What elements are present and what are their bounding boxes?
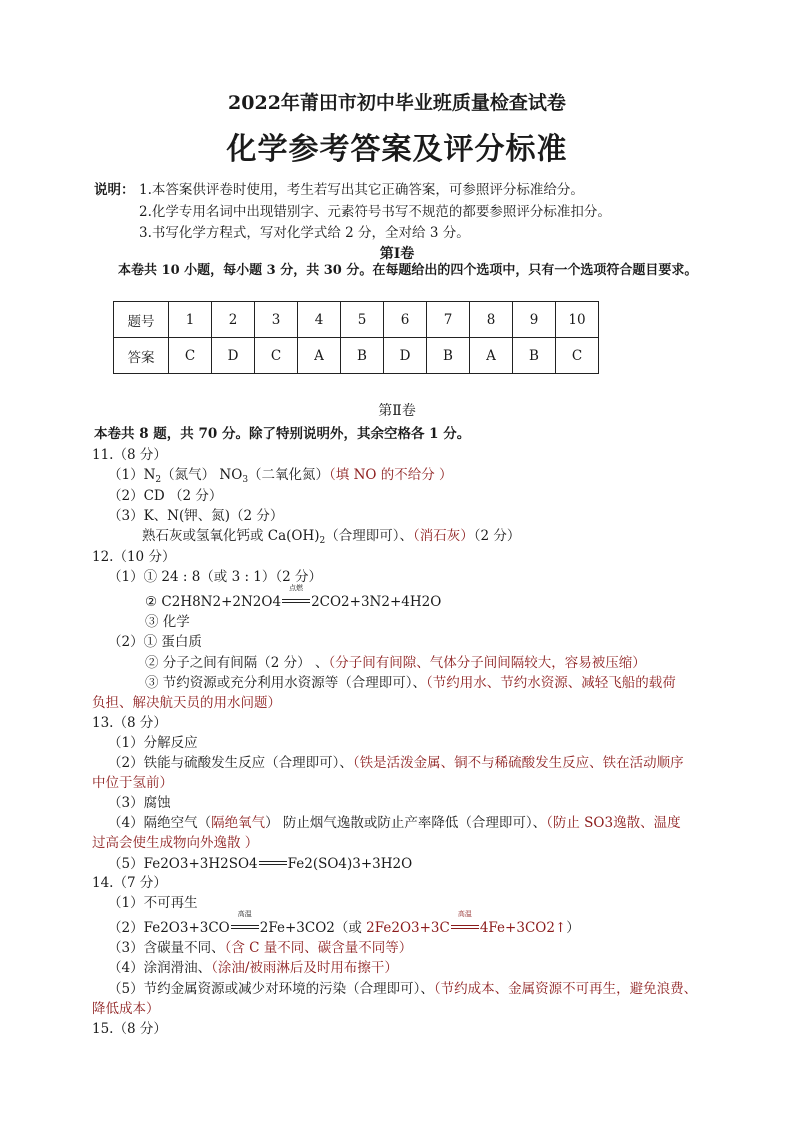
q14-line-1: （1）不可再生 [108,895,198,911]
q12-text: ② [145,594,162,610]
question-number: 3 [255,302,298,338]
q15-heading: 15.（8 分） [92,1021,167,1037]
q12-equation [145,584,442,611]
part1-intro: 本卷共 10 小题，每小题 3 分，共 30 分。在每题给出的四个选项中，只有一个选项符合题目要求。 [118,263,698,278]
q14-text: （3）含碳量不同、 [108,940,225,956]
equation-right: Fe2(SO4)3+3H2O [287,856,413,872]
document-title: 化学参考答案及评分标准 [226,132,568,167]
alt-equation-right: 4Fe+3CO2↑ [479,920,567,936]
q12-line-4: （2）① 蛋白质 [108,634,202,650]
q12-line-7: 负担、解决航天员的用水问题） [92,695,281,711]
q14-text: （4）涂润滑油、 [108,960,212,976]
question-number: 9 [513,302,556,338]
q13-line-1: （1）分解反应 [108,735,198,751]
q12-line-5 [145,654,646,672]
alt-answer: （分子间有间隙、气体分子间间隔较大，容易被压缩） [328,655,646,671]
q11-text: （1）N [108,467,156,483]
alt-answer: （防止 SO3逸散、温度 [546,815,681,831]
subscript: 2 [319,536,326,546]
q11-heading: 11.（8 分） [92,447,167,463]
answer-cell: C [255,338,298,374]
alt-answer: （消石灰） [413,528,474,544]
q11-text: （二氧化氮） [248,467,330,483]
q11-line-4 [142,527,520,550]
reaction-condition [282,584,310,611]
subscript: 2 [155,475,162,485]
q14-equation [108,910,580,937]
exam-title: 2022年莆田市初中毕业班质量检查试卷 [228,92,566,114]
subscript: 3 [242,475,249,485]
question-number: 10 [556,302,599,338]
alt-answer: （节约成本、金属资源不可再生，避免浪费、 [433,981,698,997]
q12-heading: 12.（10 分） [92,549,176,565]
answer-cell: A [298,338,341,374]
q11-line-3: （3）K、N(钾、氮)（2 分） [108,508,284,524]
question-number: 4 [298,302,341,338]
q14-line-6: 降低成本） [92,1001,160,1017]
answer-cell: B [427,338,470,374]
answer-cell: B [341,338,384,374]
answer-cell: D [384,338,427,374]
q14-text: ） [566,920,580,936]
table-header-cell: 答案 [114,338,169,374]
table-header-cell: 题号 [114,302,169,338]
part2-heading: 第Ⅱ卷 [378,403,416,419]
reaction-equals [259,855,287,873]
equation-left: （5）Fe2O3+3H2SO4 [108,856,258,872]
reaction-condition [451,910,479,937]
q13-heading: 13.（8 分） [92,715,167,731]
q13-text: （4）隔绝空气（ [108,815,212,831]
answer-cell: C [556,338,599,374]
q13-equation [108,855,412,873]
q11-line-2: （2）CD （2 分） [108,488,223,504]
part1-heading: 第Ⅰ卷 [379,246,415,262]
question-number: 1 [169,302,212,338]
q14-line-5 [108,980,697,998]
q12-line-6 [145,674,676,692]
question-number: 2 [212,302,255,338]
part2-intro: 本卷共 8 题，共 70 分。除了特别说明外，其余空格各 1 分。 [94,426,471,442]
condition-label: 高温 [457,910,472,918]
reaction-condition [231,910,259,937]
q11-text: （2 分） [473,528,521,544]
alt-answer: 隔绝氧气 [211,815,266,831]
answer-table [113,301,599,374]
alt-answer: （节约用水、节约水资源、减轻飞船的载荷 [426,675,676,691]
table-row [114,302,599,338]
alt-answer: （含 C 量不同、碳含量不同等） [224,940,413,956]
q14-heading: 14.（7 分） [92,875,167,891]
q13-line-2 [108,754,684,772]
question-number: 5 [341,302,384,338]
equation-right: 2CO2+3N2+4H2O [311,594,442,610]
equation-left: （2）Fe2O3+3CO [108,920,230,936]
condition-label: 点燃 [289,584,304,592]
q13-line-3: 中位于氢前） [92,775,173,791]
answer-cell: C [169,338,212,374]
q13-text: （2）铁能与硫酸发生反应（合理即可）、 [108,755,353,771]
answer-cell: B [513,338,556,374]
alt-answer: （涂油/被雨淋后及时用布擦干） [211,960,398,976]
q12-text: ③ 节约资源或充分利用水资源等（合理即可）、 [145,675,427,691]
question-number: 6 [384,302,427,338]
alt-answer: （铁是活泼金属、铜不与稀硫酸发生反应、铁在活动顺序 [352,755,684,771]
equation-left: C2H8N2+2N2O4 [161,594,282,610]
question-number: 7 [427,302,470,338]
note-2: 2.化学专用名词中出现错别字、元素符号书写不规范的都要参照评分标准扣分。 [139,204,611,220]
q11-text: （合理即可）、 [325,528,414,544]
question-number: 8 [470,302,513,338]
q12-line-3: ③ 化学 [145,614,190,630]
q11-text: （氮气） NO [161,467,243,483]
q14-line-4 [108,959,398,977]
note-3: 3.书写化学方程式，写对化学式给 2 分，全对给 3 分。 [139,225,470,241]
q13-line-5 [108,814,681,832]
alt-equation-left: 2Fe2O3+3C [366,920,450,936]
q11-text: 熟石灰或氢氧化钙或 Ca(OH) [142,528,320,544]
q11-line-1 [108,466,453,489]
q12-text: ② 分子之间有间隔（2 分） 、 [145,655,329,671]
answer-cell: D [212,338,255,374]
q13-line-6: 过高会使生成物向外逸散 ） [92,835,259,851]
note-1: 1.本答案供评卷时使用，考生若写出其它正确答案，可参照评分标准给分。 [139,182,584,198]
q13-line-4: （3）腐蚀 [108,795,171,811]
q14-text: （5）节约金属资源或减少对环境的污染（合理即可）、 [108,981,434,997]
equation-right: 2Fe+3CO2（或 [259,920,367,936]
notes-label: 说明： [94,182,135,198]
condition-label: 高温 [237,910,252,918]
alt-answer: （填 NO 的不给分 ） [329,467,453,483]
answer-cell: A [470,338,513,374]
q13-text: ） 防止烟气逸散或防止产率降低（合理即可）、 [265,815,547,831]
table-row [114,338,599,374]
q12-line-1: （1）① 24 : 8（或 3 : 1）（2 分） [108,569,323,585]
q14-line-3 [108,939,412,957]
